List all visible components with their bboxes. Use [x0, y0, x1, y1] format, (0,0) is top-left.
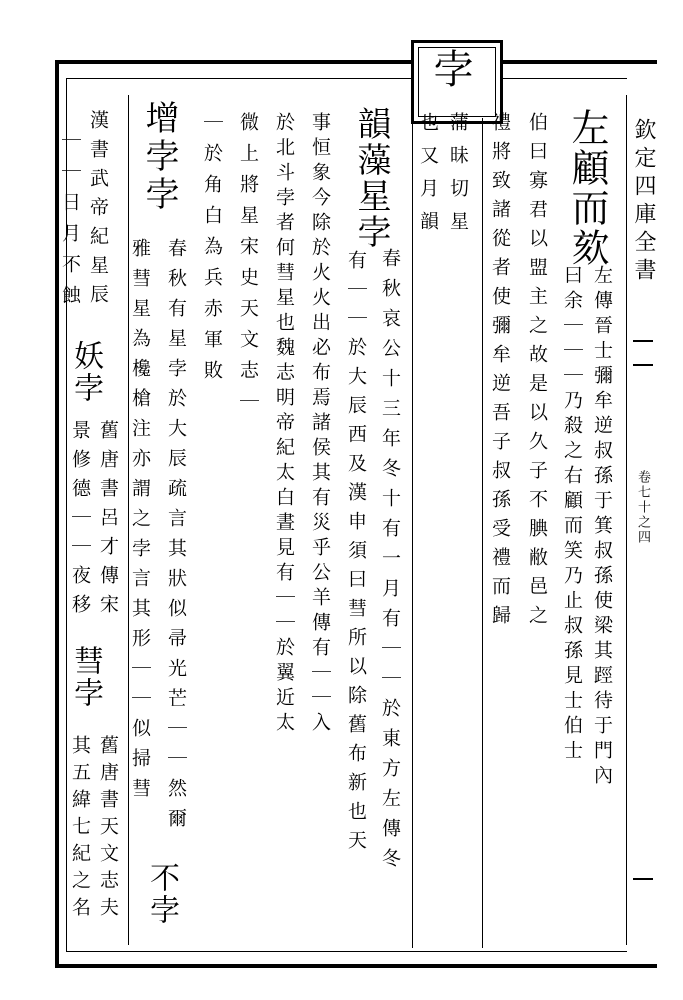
- fish-tail-lower-mark: [633, 878, 653, 880]
- text-column-16a: ｜｜日月不蝕: [59, 130, 81, 316]
- head-character: 孛: [427, 48, 473, 88]
- entry-head-yaozi: 妖孛: [68, 340, 103, 404]
- text-column-9: 事恒象今除於火火出必布焉諸侯其有災乎公羊傳有｜｜入: [309, 112, 331, 737]
- entry-head-huizi: 彗孛: [68, 645, 103, 709]
- fold-edge-line: [626, 95, 627, 945]
- text-column-6: 也又月韻: [417, 112, 439, 244]
- text-column-5: 蒲昧切星: [447, 112, 469, 244]
- text-column-14: 雅彗星為欃槍注亦謂之孛言其形｜｜似掃彗: [129, 238, 151, 808]
- entry-head-buzi: 不孛: [144, 862, 179, 926]
- column-rule: [482, 118, 483, 948]
- fish-tail-mark: [633, 340, 653, 366]
- text-column-13: 春秋有星孛於大辰疏言其狀似帚光芒｜｜然爾: [165, 238, 187, 838]
- text-column-10: 於北斗孛者何彗星也魏志明帝紀太白晝見有｜｜於翼近太: [273, 112, 295, 737]
- text-column-15a: 漢書武帝紀星辰: [87, 110, 109, 313]
- column-rule: [412, 118, 413, 948]
- text-column-8: 有｜｜於大辰西及漢申須曰彗所以除舊布新也天: [345, 250, 367, 859]
- text-column-16b: 景修德｜｜夜移: [69, 420, 91, 623]
- margin-book-title: 欽定四庫全書: [631, 118, 656, 286]
- entry-head-zeng: 增孛孛: [139, 100, 179, 214]
- text-column-11: 微上將星宋史天文志｜: [237, 112, 259, 422]
- text-column-2: 曰余｜｜｜乃殺之右顧而笑乃止叔孫見士伯士: [561, 265, 583, 765]
- text-column-15b: 舊唐書呂才傳宋: [97, 420, 119, 623]
- entry-head-yunzao: 韻藻星孛: [351, 106, 391, 250]
- entry-head-zuogu: 左顧而欬: [565, 108, 609, 268]
- margin-volume-number: 卷七十之四: [635, 470, 650, 545]
- text-column-7: 春秋哀公十三年冬十有一月有｜｜於東方左傳冬: [379, 248, 401, 878]
- text-column-12: ｜於角白為兵赤軍敗: [201, 112, 223, 391]
- text-column-16c: 其五緯七紀之名: [69, 735, 91, 924]
- text-column-1: 左傳晉士彌牟逆叔孫于箕叔孫使梁其踁待于門內: [591, 265, 613, 790]
- text-column-3: 伯曰寡君以盟主之故是以久子不腆敝邑之: [526, 112, 548, 634]
- text-column-15c: 舊唐書天文志夫: [97, 735, 119, 924]
- text-column-4: 禮將致諸從者使彌牟逆吾子叔孫受禮而歸: [489, 112, 511, 634]
